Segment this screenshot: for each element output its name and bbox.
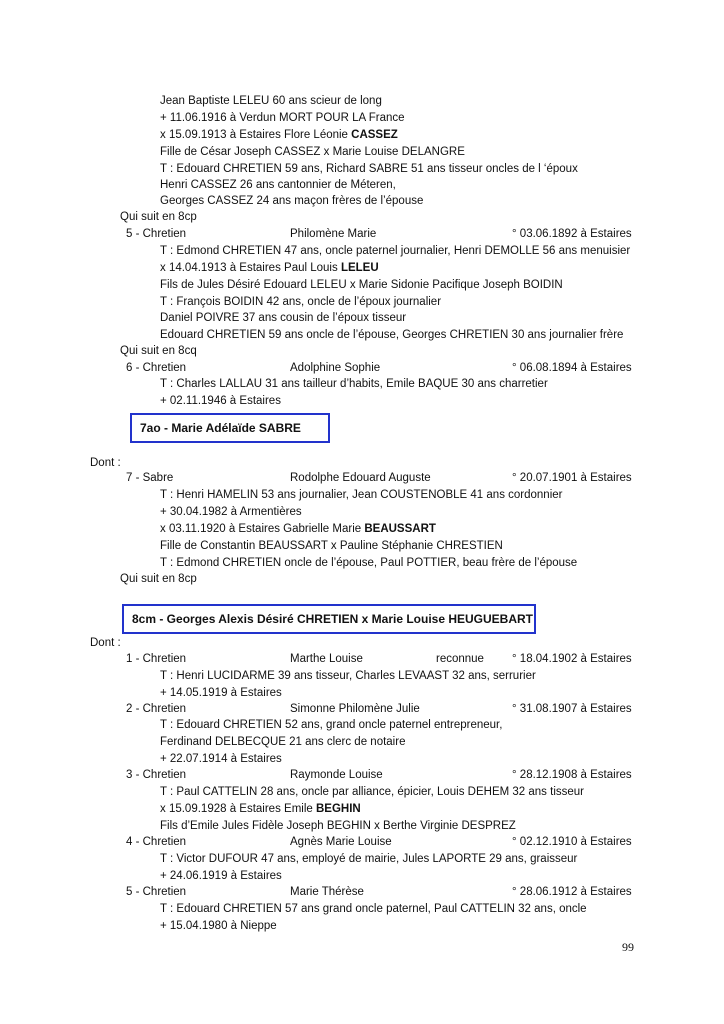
child-entry-header (0, 701, 724, 718)
marriage-text: x 15.09.1928 à Estaires Emile (160, 803, 316, 815)
child-number: 5 - Chretien (126, 886, 187, 898)
dont-label: Dont : (90, 457, 121, 469)
text-line: T : Henri HAMELIN 53 ans journalier, Jean COUSTENOBLE 41 ans cordonnier (160, 489, 563, 501)
marriage-line (160, 801, 361, 818)
birth-date: ° 02.12.1910 à Estaires (512, 836, 632, 848)
child-number: 7 - Sabre (126, 472, 174, 484)
child-name: Simonne Philomène Julie (290, 703, 420, 715)
child-entry-header (0, 834, 724, 851)
marriage-text: x 15.09.1913 à Estaires Flore Léonie (160, 129, 352, 141)
child-entry-header (0, 360, 724, 377)
child-name: Marthe Louise (290, 653, 363, 665)
child-name: Adolphine Sophie (290, 362, 381, 374)
text-line: T : Edouard CHRETIEN 59 ans, Richard SABRE 51 ans tisseur oncles de l ‘époux (160, 163, 578, 175)
reference-line: Qui suit en 8cp (120, 211, 197, 223)
child-name: Marie Thérèse (290, 886, 364, 898)
birth-date: ° 18.04.1902 à Estaires (512, 653, 632, 665)
marriage-text: x 03.11.1920 à Estaires Gabrielle Marie (160, 523, 365, 535)
text-line: T : Henri LUCIDARME 39 ans tisseur, Charles LEVAAST 32 ans, serrurier (160, 670, 536, 682)
text-line: Fils de Jules Désiré Edouard LELEU x Marie Sidonie Pacifique Joseph BOIDIN (160, 279, 563, 291)
text-line: T : Paul CATTELIN 28 ans, oncle par alliance, épicier, Louis DEHEM 32 ans tisseur (160, 786, 584, 798)
dont-label: Dont : (90, 637, 121, 649)
text-line: Georges CASSEZ 24 ans maçon frères de l’épouse (160, 195, 424, 207)
text-line: + 22.07.1914 à Estaires (160, 753, 282, 765)
text-line: + 15.04.1980 à Nieppe (160, 920, 277, 932)
birth-date: ° 06.08.1894 à Estaires (512, 362, 632, 374)
spouse-surname: LELEU (340, 262, 379, 274)
spouse-surname: CASSEZ (351, 129, 398, 141)
birth-date: ° 28.06.1912 à Estaires (512, 886, 632, 898)
reference-line: Qui suit en 8cq (120, 345, 197, 357)
text-line: T : Edmond CHRETIEN oncle de l’épouse, Paul POTTIER, beau frère de l’épouse (160, 557, 578, 569)
marriage-text: x 14.04.1913 à Estaires Paul Louis (160, 262, 341, 274)
family-heading-box: 8cm - Georges Alexis Désiré CHRETIEN x Marie Louise HEUGUEBART (122, 604, 536, 634)
text-line: Fille de Constantin BEAUSSART x Pauline Stéphanie CHRESTIEN (160, 540, 503, 552)
child-number: 3 - Chretien (126, 769, 187, 781)
child-number: 2 - Chretien (126, 703, 187, 715)
child-name: Raymonde Louise (290, 769, 383, 781)
text-line: + 24.06.1919 à Estaires (160, 870, 282, 882)
marriage-line (160, 521, 436, 538)
marriage-line (160, 260, 379, 277)
text-line: Fille de César Joseph CASSEZ x Marie Louise DELANGRE (160, 146, 465, 158)
child-number: 4 - Chretien (126, 836, 187, 848)
text-line: + 30.04.1982 à Armentières (160, 506, 302, 518)
text-line: Fils d’Emile Jules Fidèle Joseph BEGHIN x Berthe Virginie DESPREZ (160, 820, 516, 832)
text-line: Daniel POIVRE 37 ans cousin de l’époux tisseur (160, 312, 407, 324)
birth-date: ° 31.08.1907 à Estaires (512, 703, 632, 715)
text-line: Ferdinand DELBECQUE 21 ans clerc de notaire (160, 736, 406, 748)
child-entry-header (0, 226, 724, 243)
child-name: Rodolphe Edouard Auguste (290, 472, 431, 484)
child-name: Agnès Marie Louise (290, 836, 392, 848)
text-line: Edouard CHRETIEN 59 ans oncle de l’épouse, Georges CHRETIEN 30 ans journalier frère (160, 329, 624, 341)
reference-line: Qui suit en 8cp (120, 573, 197, 585)
text-line: T : Charles LALLAU 31 ans tailleur d’habits, Emile BAQUE 30 ans charretier (160, 378, 548, 390)
text-line: Henri CASSEZ 26 ans cantonnier de Méteren, (160, 179, 396, 191)
text-line: T : Edmond CHRETIEN 47 ans, oncle paternel journalier, Henri DEMOLLE 56 ans menuisier (160, 245, 631, 257)
spouse-surname: BEGHIN (315, 803, 361, 815)
child-name: Philomène Marie (290, 228, 377, 240)
text-line: T : Edouard CHRETIEN 57 ans grand oncle paternel, Paul CATTELIN 32 ans, oncle (160, 903, 587, 915)
spouse-surname: BEAUSSART (364, 523, 436, 535)
birth-date: ° 20.07.1901 à Estaires (512, 472, 632, 484)
birth-date: ° 03.06.1892 à Estaires (512, 228, 632, 240)
text-line: T : Edouard CHRETIEN 52 ans, grand oncle paternel entrepreneur, (160, 719, 503, 731)
child-number: 5 - Chretien (126, 228, 187, 240)
text-line: + 02.11.1946 à Estaires (160, 395, 281, 407)
child-entry-header (0, 767, 724, 784)
birth-date: ° 28.12.1908 à Estaires (512, 769, 632, 781)
text-line: + 11.06.1916 à Verdun MORT POUR LA France (160, 112, 405, 124)
text-line: + 14.05.1919 à Estaires (160, 687, 282, 699)
text-line: Jean Baptiste LELEU 60 ans scieur de long (160, 95, 382, 107)
family-heading-box: 7ao - Marie Adélaïde SABRE (130, 413, 330, 443)
marriage-line (160, 127, 398, 144)
child-number: 6 - Chretien (126, 362, 187, 374)
child-entry-header (0, 884, 724, 901)
text-line: T : François BOIDIN 42 ans, oncle de l’époux journalier (160, 296, 442, 308)
page-number: 99 (622, 940, 634, 954)
recognition-note: reconnue (436, 653, 484, 665)
child-entry-header (0, 651, 724, 668)
child-entry-header (0, 470, 724, 487)
text-line: T : Victor DUFOUR 47 ans, employé de mairie, Jules LAPORTE 29 ans, graisseur (160, 853, 578, 865)
child-number: 1 - Chretien (126, 653, 187, 665)
